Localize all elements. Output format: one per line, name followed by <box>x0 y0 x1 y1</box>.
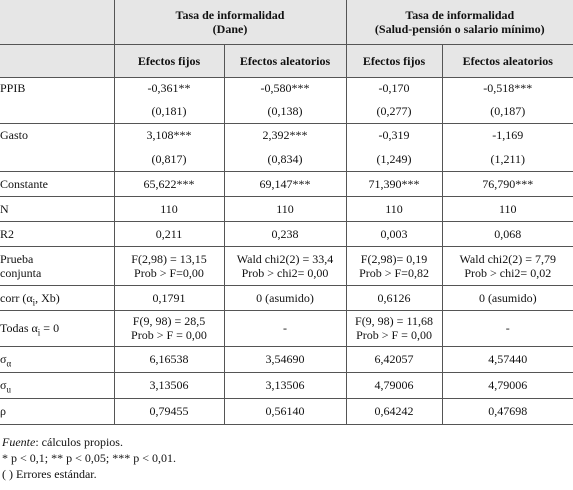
cell-value: 4,79006 <box>346 372 442 398</box>
significance-note: * p < 0,1; ** p < 0,05; *** p < 0,01. <box>2 451 176 465</box>
table-row <box>0 196 573 221</box>
table-row <box>0 310 573 346</box>
table-row <box>0 398 573 424</box>
cell-test: F(2,98)= 0,19 Prob > F=0,82 <box>346 246 442 285</box>
cell-value: 110 <box>224 196 346 221</box>
std-error-note: ( ) Errores estándar. <box>2 467 97 481</box>
source-note: Fuente: cálculos propios. <box>2 435 123 449</box>
cell-value: -0,170 <box>346 77 442 99</box>
col-header-fe-salud: Efectos fijos <box>346 44 442 77</box>
cell-value: 3,108*** <box>114 123 224 147</box>
cell-value: -0,361** <box>114 77 224 99</box>
row-label-gasto: Gasto <box>0 123 114 147</box>
table-row <box>0 171 573 196</box>
cell-std-error: (1,211) <box>442 147 573 171</box>
cell-value: - <box>224 310 346 346</box>
cell-value: - <box>442 310 573 346</box>
table-row <box>0 372 573 398</box>
cell-value: 0,56140 <box>224 398 346 424</box>
cell-value: 65,622*** <box>114 171 224 196</box>
cell-value: 0,211 <box>114 221 224 246</box>
cell-std-error: (0,181) <box>114 99 224 123</box>
cell-value: -0,518*** <box>483 81 533 96</box>
cell-test: Wald chi2(2) = 33,4 Prob > chi2= 0,00 <box>224 246 346 285</box>
cell-std-error: (1,249) <box>346 147 442 171</box>
cell-value: 0,238 <box>224 221 346 246</box>
cell-value: 4,57440 <box>442 346 573 372</box>
col-header-re-salud: Efectos aleatorios <box>442 44 573 77</box>
table-row <box>0 99 573 123</box>
table-row <box>0 123 573 147</box>
cell-std-error: (0,834) <box>224 147 346 171</box>
row-label-r2: R2 <box>0 221 114 246</box>
cell-value: 6,42057 <box>346 346 442 372</box>
header-group-row <box>0 0 573 44</box>
cell-value: 110 <box>346 196 442 221</box>
cell-value: 0,1791 <box>114 285 224 310</box>
row-label-rho: ρ <box>0 398 114 424</box>
cell-std-error: (0,277) <box>346 99 442 123</box>
col-header-re-dane: Efectos aleatorios <box>224 44 346 77</box>
table-notes <box>2 434 176 482</box>
cell-value: 0,003 <box>346 221 442 246</box>
col-header-fe-dane: Efectos fijos <box>114 44 224 77</box>
table-row <box>0 285 573 310</box>
cell-std-error: (0,187) <box>442 99 573 123</box>
table-row <box>0 77 573 99</box>
row-label-todas: Todas $\alpha_i = 0$ <box>0 310 114 346</box>
cell-value: 0,79455 <box>114 398 224 424</box>
cell-value: -1,169 <box>492 128 524 143</box>
cell-value: 0,6126 <box>346 285 442 310</box>
cell-value: 0 (asumido) <box>442 285 573 310</box>
row-label-ppib: PPIB <box>0 77 114 99</box>
cell-value: 4,79006 <box>442 372 573 398</box>
row-label-corr: corr ($\alpha_i$, Xb) <box>0 285 114 310</box>
cell-std-error: (0,138) <box>224 99 346 123</box>
row-label-n: N <box>0 196 114 221</box>
cell-value: -0,319 <box>346 123 442 147</box>
header-columns-row <box>0 44 573 77</box>
cell-value: 0,47698 <box>442 398 573 424</box>
cell-test: Wald chi2(2) = 7,79 Prob > chi2= 0,02 <box>442 246 573 285</box>
row-label-prueba: Prueba conjunta <box>0 246 114 285</box>
group-salud-subtitle: (Salud-pensión o salario mínimo) <box>374 21 545 36</box>
cell-value: 69,147*** <box>224 171 346 196</box>
cell-test: F(9, 98) = 11,68 Prob > F = 0,00 <box>346 310 442 346</box>
cell-std-error: (0,817) <box>114 147 224 171</box>
cell-value: 110 <box>442 196 573 221</box>
cell-value: 0 (asumido) <box>224 285 346 310</box>
row-label-sigma-alpha: $\sigma_\alpha$ <box>0 346 114 372</box>
group-salud-title: Tasa de informalidad <box>405 7 515 22</box>
cell-test: F(9, 98) = 28,5 Prob > F = 0,00 <box>114 310 224 346</box>
table-row <box>0 246 573 285</box>
cell-value: 2,392*** <box>224 123 346 147</box>
cell-value: 6,16538 <box>114 346 224 372</box>
cell-value: 76,790*** <box>442 171 573 196</box>
cell-value: 110 <box>114 196 224 221</box>
cell-value: 0,068 <box>442 221 573 246</box>
group-dane-title: Tasa de informalidad <box>175 7 285 22</box>
cell-test: F(2,98) = 13,15 Prob > F=0,00 <box>114 246 224 285</box>
cell-value: 3,13506 <box>114 372 224 398</box>
table-row <box>0 147 573 171</box>
cell-value: 71,390*** <box>346 171 442 196</box>
table-row <box>0 221 573 246</box>
cell-value: 3,13506 <box>224 372 346 398</box>
corner-cell <box>0 0 114 44</box>
row-label-constante: Constante <box>0 171 114 196</box>
row-label-sigma-u: $\sigma_u$ <box>0 372 114 398</box>
cell-value: -0,580*** <box>224 77 346 99</box>
group-dane-header <box>114 0 346 44</box>
cell-value: 0,64242 <box>346 398 442 424</box>
table-row <box>0 346 573 372</box>
cell-value: 3,54690 <box>224 346 346 372</box>
group-dane-subtitle: (Dane) <box>212 21 248 36</box>
group-salud-header <box>346 0 573 44</box>
